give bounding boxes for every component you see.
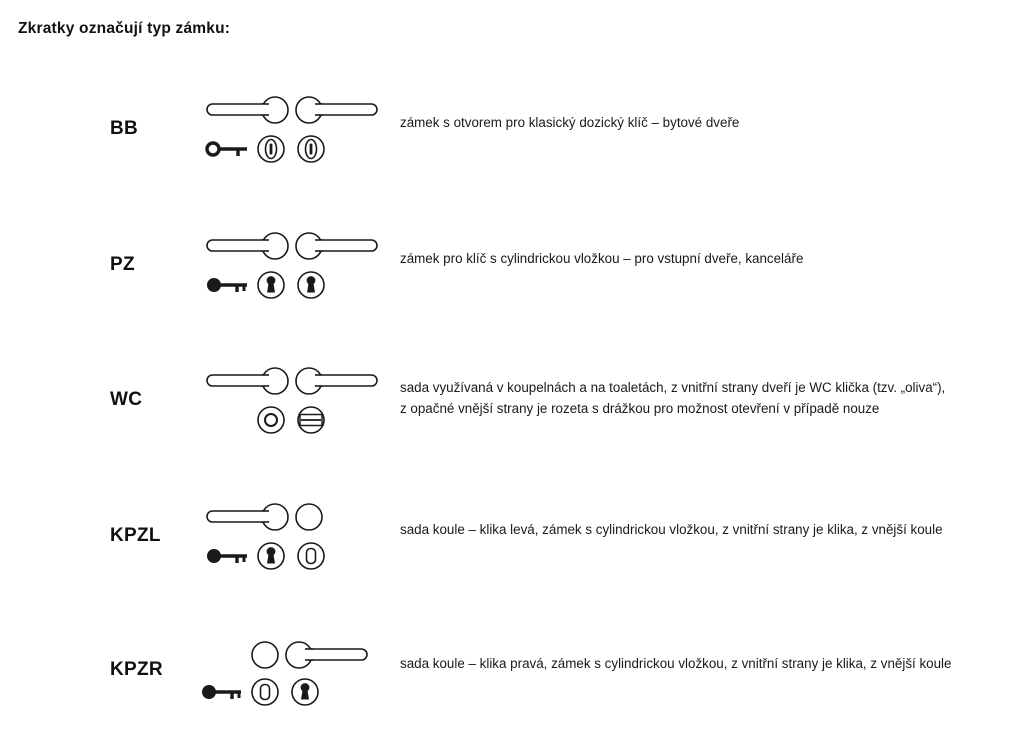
lockset-illustration-pz [205,232,385,302]
description-line: sada využívaná v koupelnách a na toaletách, z vnitřní strany dveří je WC klička (tzv. „oliva“), [400,380,946,395]
door-handle-left-icon [207,97,288,123]
door-handle-left-icon [207,504,288,530]
slot-rosette-icon [252,679,278,705]
door-handle-left-icon [207,233,288,259]
cylinder-rosette-icon [298,272,324,298]
door-handle-right-icon [296,97,377,123]
description-line: sada koule – klika pravá, zámek s cylindrickou vložkou, z vnitřní strany je klika, z vnější koule [400,656,952,671]
cylinder-rosette-icon [258,272,284,298]
keyhole-bb-rosette-icon [298,136,324,162]
slot-rosette-icon [298,543,324,569]
row-description [400,377,1000,419]
door-handle-right-icon [296,233,377,259]
door-handle-left-icon [207,368,288,394]
door-knob-icon [296,504,322,530]
key-cylinder-icon [207,549,247,563]
description-line: zámek s otvorem pro klasický dozický klíč – bytové dveře [400,115,740,130]
description-line: sada koule – klika levá, zámek s cylindrickou vložkou, z vnitřní strany je klika, z vnější koule [400,522,943,537]
lockset-illustration-bb [205,96,385,166]
abbreviation-label: KPZL [110,525,161,546]
abbreviation-label: KPZR [110,659,163,680]
abbreviation-label: PZ [110,254,135,275]
keyhole-bb-rosette-icon [258,136,284,162]
row-description [400,112,1000,133]
row-description [400,519,1000,540]
row-description [400,653,1000,674]
lockset-illustration-kpzl [205,503,385,573]
cylinder-rosette-icon [292,679,318,705]
lockset-illustration-kpzr [205,637,385,707]
wc-slot-rosette-icon [298,407,324,433]
description-line: z opačné vnější strany je rozeta s drážkou pro možnost otevření v případě nouze [400,401,880,416]
page-title: Zkratky označují typ zámku: [18,20,231,37]
lockset-illustration-wc [205,367,385,437]
key-cylinder-icon [202,685,241,699]
abbreviation-label: WC [110,389,143,410]
key-simple-icon [207,143,247,156]
door-handle-right-icon [296,368,377,394]
abbreviation-label: BB [110,118,139,139]
door-handle-right-icon [286,642,367,668]
key-cylinder-icon [207,278,247,292]
door-knob-icon [252,642,278,668]
cylinder-rosette-icon [258,543,284,569]
wc-knob-rosette-icon [258,407,284,433]
row-description [400,248,1000,269]
description-line: zámek pro klíč s cylindrickou vložkou – pro vstupní dveře, kanceláře [400,251,804,266]
